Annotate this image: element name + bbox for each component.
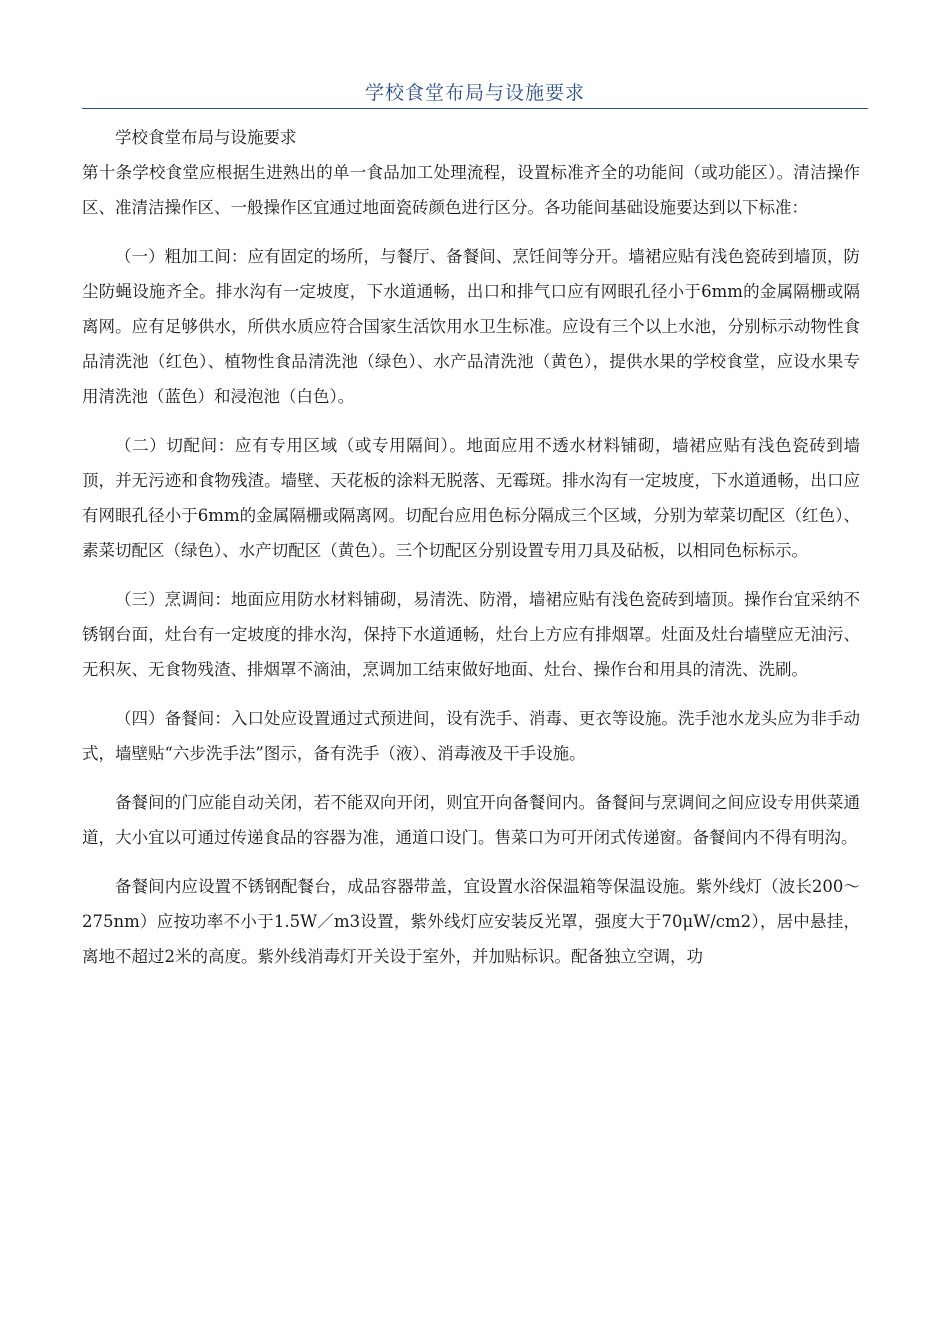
paragraph-rough-processing-room: （一）粗加工间：应有固定的场所，与餐厅、备餐间、烹饪间等分开。墙裙应贴有浅色瓷砖到墙顶，防尘防蝇设施齐全。排水沟有一定坡度，下水道通畅，出口和排气口应有网眼孔径小于6mm的金属隔栅或隔离网。应有足够供水，所供水质应符合国家生活饮用水卫生标准。应设有三个以上水池，分别标示动物性食品清洗池（红色）、植物性食品清洗池（绿色）、水产品清洗池（黄色），提供水果的学校食堂，应设水果专用清洗池（蓝色）和浸泡池（白色）。 (82, 247, 860, 406)
paragraph-serving-room-equipment: 备餐间内应设置不锈钢配餐台，成品容器带盖，宜设置水浴保温箱等保温设施。紫外线灯（波长200～275nm）应按功率不小于1.5W／m3设置，紫外线灯应安装反光罩，强度大于70μW/cm2），居中悬挂，离地不超过2米的高度。紫外线消毒灯开关设于室外，并加贴标识。配备独立空调，功 (82, 877, 860, 966)
page-header-title: 学校食堂布局与设施要求 (364, 82, 585, 104)
doc-subtitle: 学校食堂布局与设施要求 (115, 128, 297, 147)
document-body (82, 120, 860, 974)
paragraph-serving-room: （四）备餐间：入口处应设置通过式预进间，设有洗手、消毒、更衣等设施。洗手池水龙头应为非手动式，墙壁贴“六步洗手法”图示，备有洗手（液）、消毒液及干手设施。 (82, 709, 860, 763)
paragraph-cooking-room: （三）烹调间：地面应用防水材料铺砌，易清洗、防滑，墙裙应贴有浅色瓷砖到墙顶。操作台宜采纳不锈钢台面，灶台有一定坡度的排水沟，保持下水道通畅，灶台上方应有排烟罩。灶面及灶台墙壁应无油污、无积灰、无食物残渣、排烟罩不滴油，烹调加工结束做好地面、灶台、操作台和用具的清洗、洗刷。 (82, 590, 860, 679)
paragraph-serving-room-door: 备餐间的门应能自动关闭，若不能双向开闭，则宜开向备餐间内。备餐间与烹调间之间应设专用供菜通道，大小宜以可通过传递食品的容器为准，通道口设门。售菜口为可开闭式传递窗。备餐间内不得有明沟。 (82, 793, 860, 847)
paragraph-article-10: 第十条学校食堂应根据生进熟出的单一食品加工处理流程，设置标准齐全的功能间（或功能区）。清洁操作区、准清洁操作区、一般操作区宜通过地面瓷砖颜色进行区分。各功能间基础设施要达到以下标准： (82, 163, 860, 217)
paragraph-cutting-room: （二）切配间：应有专用区域（或专用隔间）。地面应用不透水材料铺砌，墙裙应贴有浅色瓷砖到墙顶，并无污迹和食物残渣。墙壁、天花板的涂料无脱落、无霉斑。排水沟有一定坡度，下水道通畅，出口应有网眼孔径小于6mm的金属隔栅或隔离网。切配台应用色标分隔成三个区域，分别为荤菜切配区（红色）、素菜切配区（绿色）、水产切配区（黄色）。三个切配区分别设置专用刀具及砧板，以相同色标标示。 (82, 436, 860, 560)
header-divider (82, 108, 868, 109)
